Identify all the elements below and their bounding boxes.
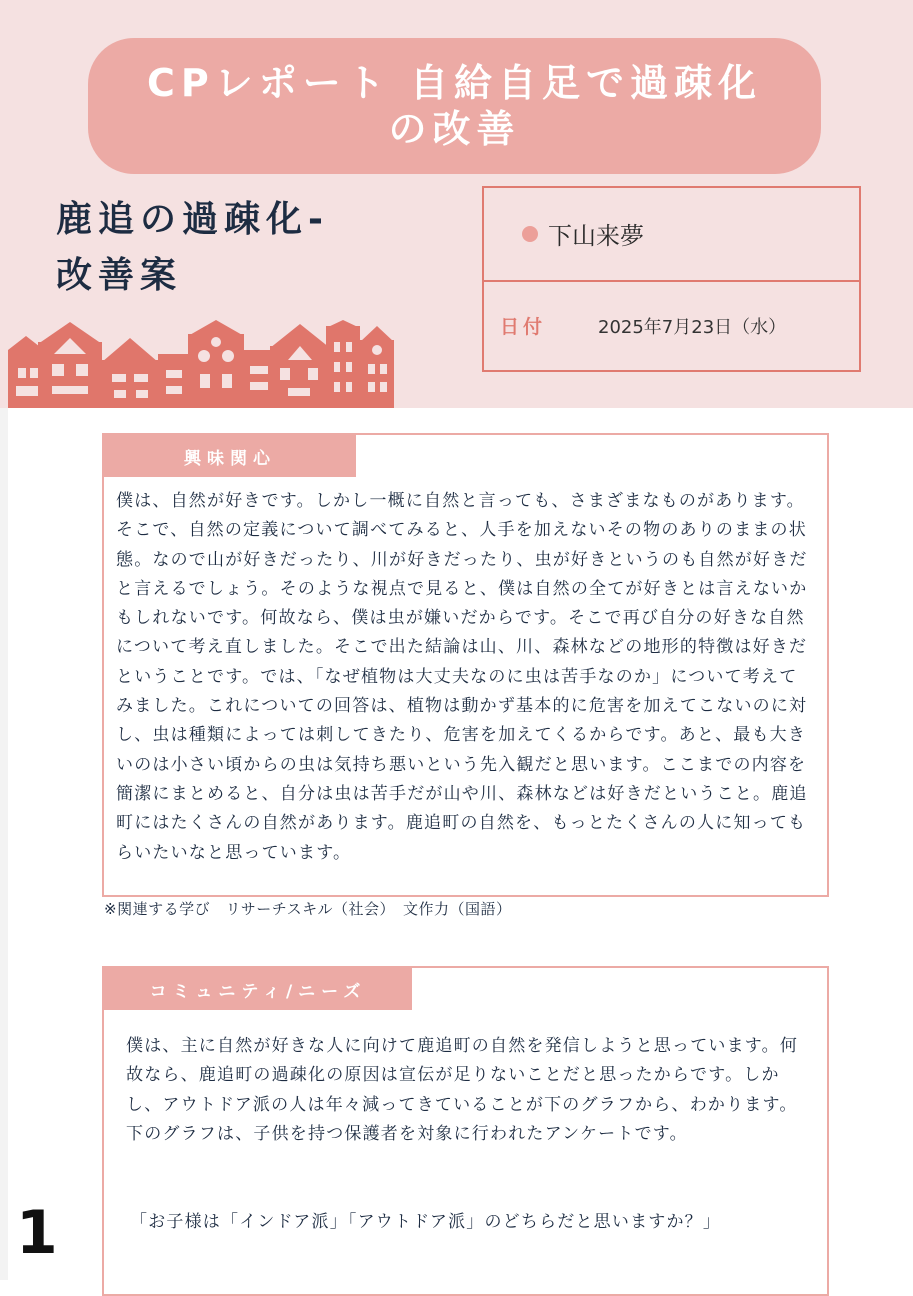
community-body: 僕は、主に自然が好きな人に向けて鹿追町の自然を発信しようと思っています。何故なら、鹿追町の過疎化の原因は宣伝が足りないことだと思ったからです。しかし、アウトドア派の人は年々減ってきていることが下のグラフから、わかります。下のグラフは、子供を持つ保護者を対象に行われたアンケートです。 [126,1036,799,1144]
page-title: CPレポート 自給自足で過疎化の改善 [88,38,821,174]
info-box [482,186,861,372]
community-tab: コミュニティ/ニーズ [104,968,412,1010]
community-card [102,966,829,1296]
date-value: 2025年7月23日（水） [598,317,787,338]
subtitle: 鹿追の過疎化-改善案 [56,199,329,296]
page-edge [0,408,8,1280]
related-learning-note: ※関連する学び リサーチスキル（社会） 文作力（国語） [104,900,512,918]
info-divider [484,280,859,282]
author-row [522,216,644,251]
page-number: 1 [16,1198,58,1268]
survey-question: 「お子様は「インドア派」「アウトドア派」のどちらだと思いますか？」 [130,1212,722,1232]
interest-tab: 興味関心 [104,435,356,477]
interest-card [102,433,829,897]
date-label: 日付 [500,316,547,338]
town-illustration [8,320,394,408]
bullet-dot-icon [522,226,538,242]
interest-body: 僕は、自然が好きです。しかし一概に自然と言っても、さまざまなものがあります。そこで、自然の定義について調べてみると、人手を加えないその物のありのままの状態。なので山が好きだったり、川が好きだったり、虫が好きというのも自然が好きだと言えるでしょう。そのような視点で見ると、僕は自然の全てが好きとは言えないかもしれないです。何故なら、僕は虫が嫌いだからです。そこで再び自分の好きな自然について考え直しました。そこで出た結論は山、川、森林などの地形的特徴は好きだということです。では、「なぜ植物は大丈夫なのに虫は苦手なのか」について考えてみました。これについての回答は、植物は動かず基本的に危害を加えてこないのに対し、虫は種類によっては刺してきたり、危害を加えてくるからです。あと、最も大きいのは小さい頃からの虫は気持ち悪いという先入観だと思います。ここまでの内容を簡潔にまとめると、自分は虫は苦手だが山や川、森林などは好きだということ。鹿追町にはたくさんの自然があります。鹿追町の自然を、もっとたくさんの人に知ってもらいたいなと思っています。 [116,491,808,863]
author-name: 下山来夢 [548,222,644,250]
